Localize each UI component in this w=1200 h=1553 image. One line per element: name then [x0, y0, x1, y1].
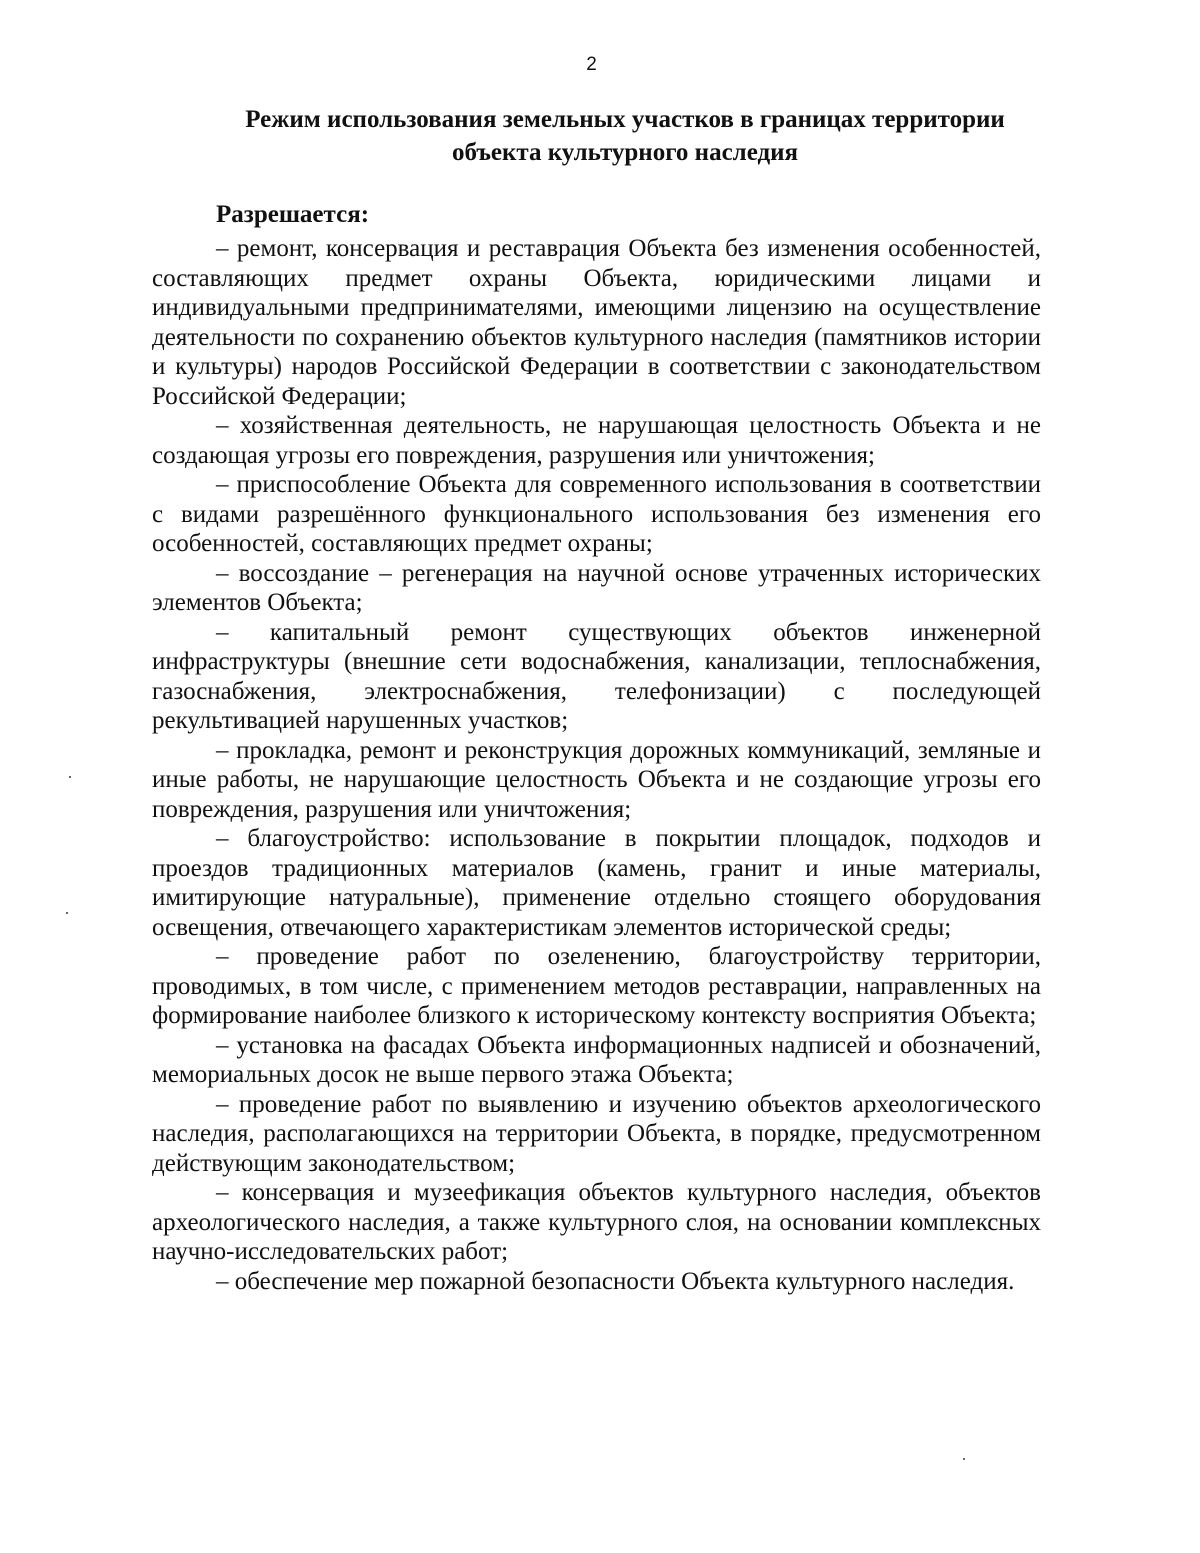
list-item: – обеспечение мер пожарной безопасности Объекта культурного наследия.	[216, 1267, 1015, 1295]
list-item: – хозяйственная деятельность, не нарушающая целостность Объекта и не создающая угрозы его повреждения, разрушения или уничтожения;	[152, 412, 1041, 469]
list-item: – установка на фасадах Объекта информационных надписей и обозначений, мемориальных досок не выше первого этажа Объекта;	[152, 1031, 1041, 1088]
scan-speck	[963, 1458, 965, 1460]
scan-speck	[66, 912, 68, 914]
document-heading	[200, 103, 1050, 169]
list-item: – приспособление Объекта для современного использования в соответствии с видами разрешённого функционального использования без изменения его особенностей, составляющих предмет охраны;	[152, 471, 1041, 557]
heading-line-1: Режим использования земельных участков в границах территории	[245, 106, 1005, 133]
allowed-label: Разрешается:	[216, 201, 370, 228]
list-item: – благоустройство: использование в покрытии площадок, подходов и проездов традиционных материалов (камень, гранит и иные материалы, имитирующие натуральные), применение отдельно стоящего оборудования освещения, отвечающего характеристикам элементов исторической среды;	[152, 825, 1041, 941]
list-item: – консервация и музеефикация объектов культурного наследия, объектов археологического наследия, а также культурного слоя, на основании комплексных научно-исследовательских работ;	[152, 1179, 1041, 1265]
list-item: – проведение работ по озеленению, благоустройству территории, проводимых, в том числе, с применением методов реставрации, направленных на формирование наиболее близкого к историческому контексту восприятия Объекта;	[152, 943, 1041, 1029]
page-number: 2	[586, 54, 597, 75]
heading-line-2: объекта культурного наследия	[451, 139, 799, 166]
list-item: – воссоздание – регенерация на научной основе утраченных исторических элементов Объекта;	[152, 559, 1041, 616]
list-item: – прокладка, ремонт и реконструкция дорожных коммуникаций, земляные и иные работы, не нарушающие целостность Объекта и не создающие угрозы его повреждения, разрушения или уничтожения;	[152, 736, 1041, 823]
list-item: – проведение работ по выявлению и изучению объектов археологического наследия, располагающихся на территории Объекта, в порядке, предусмотренном действующим законодательством;	[152, 1090, 1041, 1177]
allowed-items-list	[152, 234, 1041, 1296]
list-item: – капитальный ремонт существующих объектов инженерной инфраструктуры (внешние сети водоснабжения, канализации, теплоснабжения, газоснабжения, электроснабжения, телефонизации) с последующей рекультивацией нарушенных участков;	[152, 618, 1041, 734]
scan-speck	[69, 776, 71, 778]
list-item: – ремонт, консервация и реставрация Объекта без изменения особенностей, составляющих предмет охраны Объекта, юридическими лицами и индивидуальными предпринимателями, имеющими лицензию на осуществление деятельности по сохранению объектов культурного наследия (памятников истории и культуры) народов Российской Федерации в соответствии с законодательством Российской Федерации;	[152, 235, 1041, 410]
